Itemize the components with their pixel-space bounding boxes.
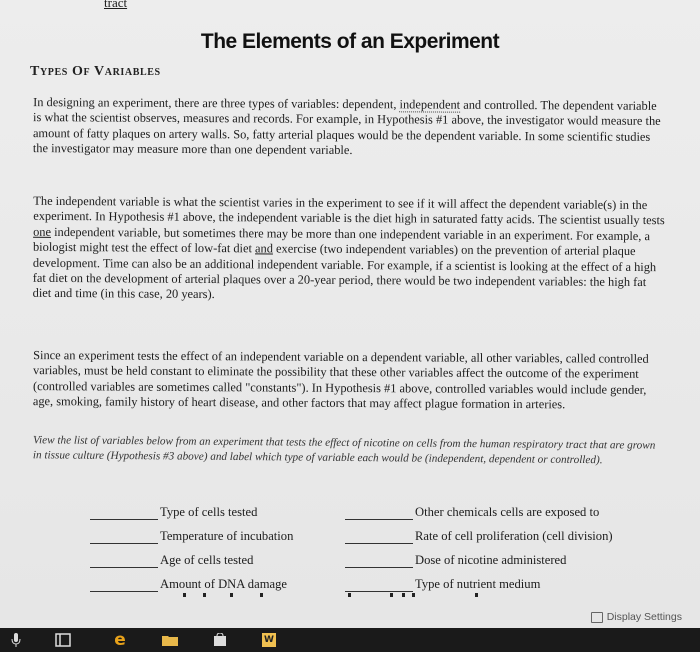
paragraph-variable-types <box>33 95 665 160</box>
variable-label: Other chemicals cells are exposed to <box>415 505 600 519</box>
display-settings-label: Display Settings <box>606 611 682 623</box>
top-text-fragment: tract <box>104 0 128 10</box>
answer-blank[interactable] <box>90 578 158 592</box>
variable-label: Temperature of incubation <box>160 529 294 543</box>
variable-row <box>90 529 650 553</box>
microphone-icon[interactable] <box>8 632 24 648</box>
section-heading: Types Of Variables <box>30 64 161 79</box>
variable-item <box>90 529 293 544</box>
answer-blank[interactable] <box>345 506 413 520</box>
word-app-icon[interactable]: W <box>262 633 276 647</box>
p2-and-word: and <box>255 241 274 256</box>
p1-text-a: In designing an experiment, there are three types of variables: dependent, <box>33 95 400 112</box>
answer-blank[interactable] <box>90 506 158 520</box>
paragraph-controlled-variables: Since an experiment tests the effect of an independent variable on a dependent variable, all other variables, called controlled variables, must be held constant to eliminate the possibility that these other variables affect the outcome of the experiment (controlled variables are sometimes called "constants"). In Hypothesis #1 above, controlled variables would include gender, age, smoking, family history of heart disease, and other factors that may affect plague formation in arteries. <box>32 348 649 412</box>
display-settings-button[interactable] <box>591 611 682 623</box>
answer-blank[interactable] <box>345 578 413 592</box>
taskbar <box>0 628 700 652</box>
variable-item <box>345 505 599 520</box>
file-explorer-icon[interactable] <box>162 632 178 648</box>
variable-item <box>345 577 540 592</box>
variable-row <box>90 553 650 577</box>
display-settings-icon <box>591 612 603 623</box>
store-icon[interactable] <box>212 632 228 648</box>
paragraph-instructions: View the list of variables below from an experiment that tests the effect of nicotine on cells from the human respiratory tract that are grown in tissue culture (Hypothesis #3 above) and label which type of variable each would be (independent, dependent or controlled). <box>32 434 656 466</box>
p2-text-b: independent variable, but sometimes there may be more than one independent variable in an experiment. For example, a biologist might test the effect of low-fat diet <box>32 224 651 256</box>
variable-item <box>345 553 566 568</box>
answer-blank[interactable] <box>345 530 413 544</box>
edge-browser-icon[interactable]: e <box>114 630 126 650</box>
answer-blank[interactable] <box>345 554 413 568</box>
answer-blank[interactable] <box>90 530 158 544</box>
cut-off-text-marks <box>0 593 700 603</box>
variable-item <box>90 577 287 592</box>
variable-label: Age of cells tested <box>160 553 254 567</box>
page-title: The Elements of an Experiment <box>200 30 500 53</box>
variable-list <box>90 505 650 601</box>
variable-item <box>345 529 613 544</box>
paragraph-independent-variable <box>33 194 666 306</box>
variable-label: Rate of cell proliferation (cell division) <box>415 529 613 543</box>
p2-text-a: The independent variable is what the scientist varies in the experiment to see if it will affect the dependent variable(s) in the experiment. In Hypothesis #1 above, the independent variable is the diet high in saturated fatty acids. The scientist usually tests <box>33 193 665 228</box>
variable-item <box>90 505 257 520</box>
p1-independent-word: independent <box>399 97 461 112</box>
p2-text-c: exercise (two independent variables) on the prevention of arterial plaque development. Time can also be an additional independent variable. For example, if a scientist is looking at the effect of a high fat diet on the development of arterial plaques over a 20-year period, there would be two independent variables: the high fat diet and time (in this case, 20 years). <box>32 241 657 302</box>
variable-row <box>90 505 650 529</box>
variable-item <box>90 553 253 568</box>
variable-label: Amount of DNA damage <box>160 577 287 591</box>
answer-blank[interactable] <box>90 554 158 568</box>
task-view-icon[interactable] <box>55 632 71 648</box>
p2-one-word: one <box>33 224 52 239</box>
p1-text-b: and controlled. The dependent variable is what the scientist observes, measures and records. For example, in Hypothesis #1 above, the investigator would measure the amount of fatty plaques on artery walls. So, fatty arterial plaques would be the dependent variable. In some scientific studies the investigator may measure more than one dependent variable. <box>32 97 661 158</box>
variable-label: Type of cells tested <box>160 505 258 519</box>
variable-label: Dose of nicotine administered <box>415 553 567 567</box>
variable-label: Type of nutrient medium <box>415 577 541 591</box>
